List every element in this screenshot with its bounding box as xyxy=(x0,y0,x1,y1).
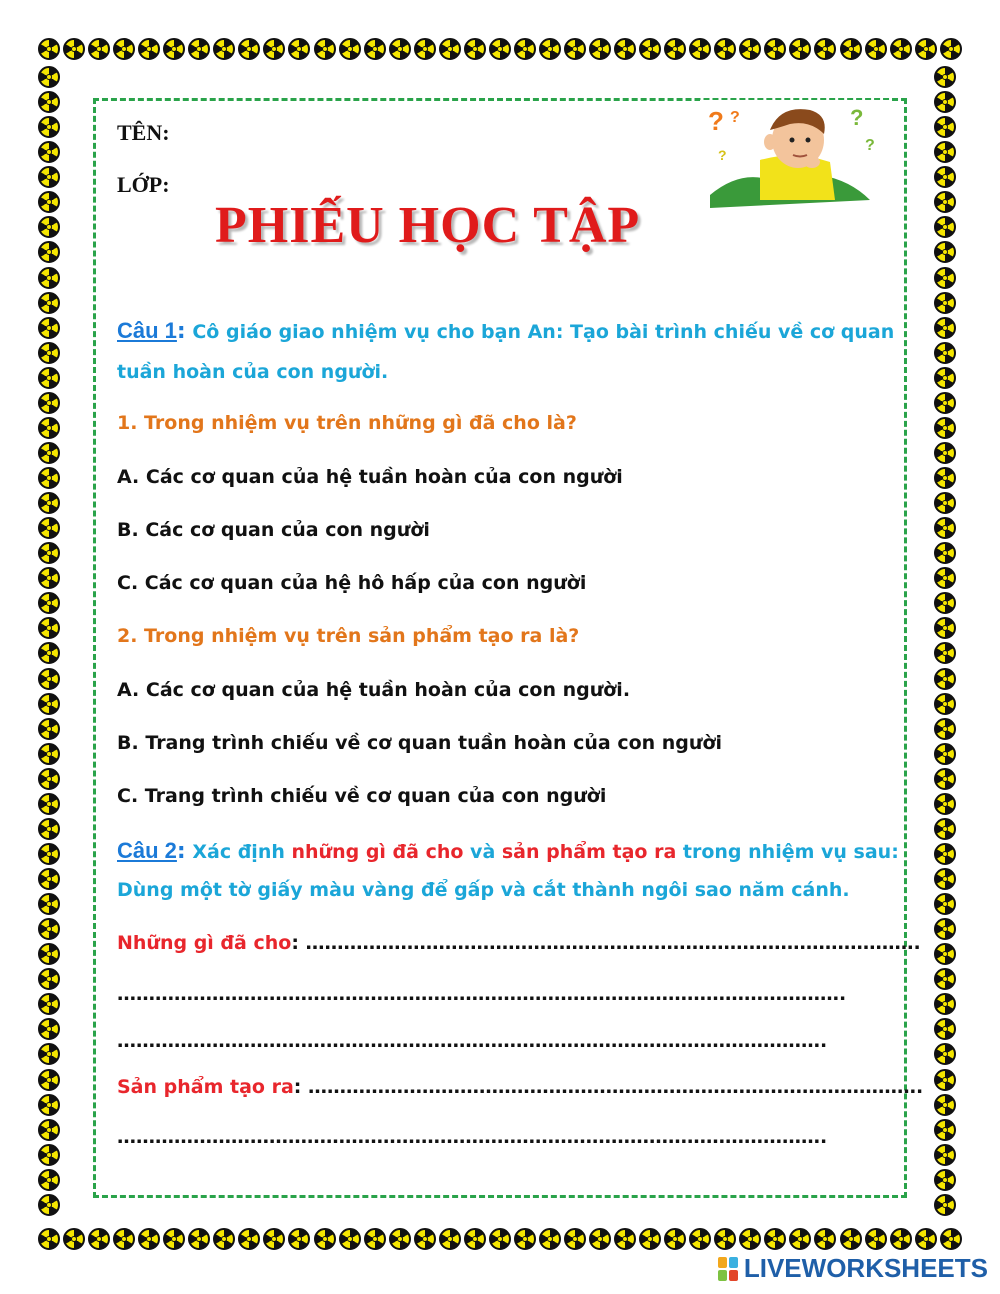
radiation-symbol-icon xyxy=(934,191,956,213)
radiation-symbol-icon xyxy=(38,141,60,163)
sub1-option-c: C. Các cơ quan của hệ hô hấp của con người xyxy=(117,572,587,594)
radiation-symbol-icon xyxy=(890,38,912,60)
radiation-symbol-icon xyxy=(263,1228,285,1250)
radiation-symbol-icon xyxy=(38,743,60,765)
radiation-symbol-icon xyxy=(38,1194,60,1216)
radiation-symbol-icon xyxy=(689,1228,711,1250)
question1-prompt xyxy=(117,318,894,344)
radiation-symbol-icon xyxy=(934,843,956,865)
radiation-symbol-icon xyxy=(739,1228,761,1250)
question1-sub1: 1. Trong nhiệm vụ trên những gì đã cho là? xyxy=(117,412,577,434)
radiation-symbol-icon xyxy=(113,38,135,60)
radiation-symbol-icon xyxy=(564,1228,586,1250)
radiation-symbol-icon xyxy=(63,38,85,60)
radiation-symbol-icon xyxy=(614,1228,636,1250)
question1-sub2: 2. Trong nhiệm vụ trên sản phẩm tạo ra là? xyxy=(117,625,580,647)
radiation-symbol-icon xyxy=(934,492,956,514)
radiation-symbol-icon xyxy=(38,292,60,314)
given-answer-blank-2[interactable]: ……………………………………………………………………………………………………. xyxy=(117,983,847,1005)
radiation-symbol-icon xyxy=(934,1144,956,1166)
radiation-symbol-icon xyxy=(38,818,60,840)
radiation-symbol-icon xyxy=(934,918,956,940)
radiation-symbol-icon xyxy=(213,1228,235,1250)
radiation-symbol-icon xyxy=(934,943,956,965)
border-top xyxy=(38,38,962,66)
radiation-symbol-icon xyxy=(934,1043,956,1065)
border-right xyxy=(934,66,962,1216)
radiation-symbol-icon xyxy=(934,542,956,564)
svg-text:?: ? xyxy=(850,105,864,130)
radiation-symbol-icon xyxy=(934,743,956,765)
radiation-symbol-icon xyxy=(934,342,956,364)
radiation-symbol-icon xyxy=(689,38,711,60)
radiation-symbol-icon xyxy=(934,216,956,238)
radiation-symbol-icon xyxy=(38,91,60,113)
radiation-symbol-icon xyxy=(934,768,956,790)
radiation-symbol-icon xyxy=(589,1228,611,1250)
radiation-symbol-icon xyxy=(38,567,60,589)
question2-prompt xyxy=(117,838,899,864)
radiation-symbol-icon xyxy=(934,292,956,314)
sub2-option-b: B. Trang trình chiếu về cơ quan tuần hoàn của con người xyxy=(117,732,723,754)
radiation-symbol-icon xyxy=(163,38,185,60)
radiation-symbol-icon xyxy=(38,1094,60,1116)
radiation-symbol-icon xyxy=(934,868,956,890)
radiation-symbol-icon xyxy=(38,517,60,539)
radiation-symbol-icon xyxy=(314,1228,336,1250)
radiation-symbol-icon xyxy=(934,241,956,263)
radiation-symbol-icon xyxy=(38,642,60,664)
radiation-symbol-icon xyxy=(38,116,60,138)
radiation-symbol-icon xyxy=(514,38,536,60)
question2-line2: Dùng một tờ giấy màu vàng để gấp và cắt thành ngôi sao năm cánh. xyxy=(117,879,850,901)
radiation-symbol-icon xyxy=(934,968,956,990)
radiation-symbol-icon xyxy=(238,1228,260,1250)
radiation-symbol-icon xyxy=(38,66,60,88)
question2-part1: Xác định xyxy=(192,841,292,863)
radiation-symbol-icon xyxy=(314,38,336,60)
watermark-text: LIVEWORKSHEETS xyxy=(743,1253,988,1283)
radiation-symbol-icon xyxy=(63,1228,85,1250)
radiation-symbol-icon xyxy=(38,1119,60,1141)
radiation-symbol-icon xyxy=(934,116,956,138)
radiation-symbol-icon xyxy=(865,38,887,60)
radiation-symbol-icon xyxy=(38,843,60,865)
radiation-symbol-icon xyxy=(38,693,60,715)
liveworksheets-watermark xyxy=(718,1253,988,1284)
radiation-symbol-icon xyxy=(934,317,956,339)
radiation-symbol-icon xyxy=(934,1194,956,1216)
radiation-symbol-icon xyxy=(539,1228,561,1250)
radiation-symbol-icon xyxy=(934,66,956,88)
sub1-option-b: B. Các cơ quan của con người xyxy=(117,519,430,541)
radiation-symbol-icon xyxy=(188,38,210,60)
radiation-symbol-icon xyxy=(288,38,310,60)
radiation-symbol-icon xyxy=(934,141,956,163)
radiation-symbol-icon xyxy=(38,1043,60,1065)
radiation-symbol-icon xyxy=(38,392,60,414)
radiation-symbol-icon xyxy=(934,718,956,740)
radiation-symbol-icon xyxy=(38,768,60,790)
radiation-symbol-icon xyxy=(38,993,60,1015)
radiation-symbol-icon xyxy=(38,367,60,389)
radiation-symbol-icon xyxy=(188,1228,210,1250)
radiation-symbol-icon xyxy=(934,592,956,614)
radiation-symbol-icon xyxy=(38,317,60,339)
radiation-symbol-icon xyxy=(714,1228,736,1250)
radiation-symbol-icon xyxy=(38,893,60,915)
radiation-symbol-icon xyxy=(38,592,60,614)
liveworksheets-logo-icon xyxy=(718,1257,738,1281)
border-left xyxy=(38,66,66,1216)
radiation-symbol-icon xyxy=(940,38,962,60)
radiation-symbol-icon xyxy=(38,191,60,213)
radiation-symbol-icon xyxy=(38,1018,60,1040)
radiation-symbol-icon xyxy=(934,166,956,188)
product-answer-row xyxy=(117,1076,923,1098)
radiation-symbol-icon xyxy=(38,166,60,188)
radiation-symbol-icon xyxy=(865,1228,887,1250)
radiation-symbol-icon xyxy=(934,267,956,289)
radiation-symbol-icon xyxy=(38,216,60,238)
border-bottom xyxy=(38,1228,962,1256)
question2-heading: Câu 2 xyxy=(117,838,177,863)
radiation-symbol-icon xyxy=(714,38,736,60)
product-answer-blank-2[interactable]: …………………………………………………………………………………………………. xyxy=(117,1126,828,1148)
given-answer-blank-3[interactable]: …………………………………………………………………………………………………. xyxy=(117,1030,828,1052)
radiation-symbol-icon xyxy=(288,1228,310,1250)
radiation-symbol-icon xyxy=(163,1228,185,1250)
radiation-symbol-icon xyxy=(38,267,60,289)
radiation-symbol-icon xyxy=(38,1144,60,1166)
radiation-symbol-icon xyxy=(934,642,956,664)
radiation-symbol-icon xyxy=(38,542,60,564)
radiation-symbol-icon xyxy=(38,918,60,940)
radiation-symbol-icon xyxy=(113,1228,135,1250)
radiation-symbol-icon xyxy=(840,1228,862,1250)
radiation-symbol-icon xyxy=(934,517,956,539)
radiation-symbol-icon xyxy=(890,1228,912,1250)
radiation-symbol-icon xyxy=(38,968,60,990)
radiation-symbol-icon xyxy=(414,1228,436,1250)
svg-text:?: ? xyxy=(865,137,875,154)
radiation-symbol-icon xyxy=(664,38,686,60)
radiation-symbol-icon xyxy=(934,793,956,815)
radiation-symbol-icon xyxy=(934,668,956,690)
question1-prompt-line1: Cô giáo giao nhiệm vụ cho bạn An: Tạo bài trình chiếu về cơ quan xyxy=(192,321,895,343)
radiation-symbol-icon xyxy=(934,91,956,113)
name-label: TÊN: xyxy=(117,120,170,145)
radiation-symbol-icon xyxy=(38,467,60,489)
radiation-symbol-icon xyxy=(940,1228,962,1250)
radiation-symbol-icon xyxy=(589,38,611,60)
radiation-symbol-icon xyxy=(539,38,561,60)
radiation-symbol-icon xyxy=(934,567,956,589)
radiation-symbol-icon xyxy=(339,1228,361,1250)
radiation-symbol-icon xyxy=(564,38,586,60)
radiation-symbol-icon xyxy=(915,38,937,60)
question2-part5: trong nhiệm vụ sau: xyxy=(676,841,899,863)
product-label-colon: : xyxy=(293,1076,302,1098)
radiation-symbol-icon xyxy=(934,367,956,389)
radiation-symbol-icon xyxy=(639,1228,661,1250)
radiation-symbol-icon xyxy=(514,1228,536,1250)
radiation-symbol-icon xyxy=(789,1228,811,1250)
radiation-symbol-icon xyxy=(464,1228,486,1250)
radiation-symbol-icon xyxy=(789,38,811,60)
radiation-symbol-icon xyxy=(934,1069,956,1091)
sub2-option-c: C. Trang trình chiếu về cơ quan của con người xyxy=(117,785,607,807)
page-title: PHIẾU HỌC TẬP xyxy=(215,197,641,254)
radiation-symbol-icon xyxy=(814,1228,836,1250)
radiation-symbol-icon xyxy=(38,241,60,263)
question2-part4: sản phẩm tạo ra xyxy=(501,841,677,863)
radiation-symbol-icon xyxy=(213,38,235,60)
svg-text:?: ? xyxy=(718,147,727,163)
radiation-symbol-icon xyxy=(739,38,761,60)
radiation-symbol-icon xyxy=(364,1228,386,1250)
radiation-symbol-icon xyxy=(614,38,636,60)
radiation-symbol-icon xyxy=(934,1018,956,1040)
question1-heading: Câu 1 xyxy=(117,318,177,343)
product-answer-blank[interactable]: ……………………………………………………………………………………. xyxy=(308,1076,924,1098)
radiation-symbol-icon xyxy=(414,38,436,60)
radiation-symbol-icon xyxy=(263,38,285,60)
sub1-option-a: A. Các cơ quan của hệ tuần hoàn của con người xyxy=(117,466,623,488)
radiation-symbol-icon xyxy=(840,38,862,60)
radiation-symbol-icon xyxy=(88,38,110,60)
radiation-symbol-icon xyxy=(38,793,60,815)
question2-colon: : xyxy=(176,839,186,864)
question2-part3: và xyxy=(463,841,502,863)
radiation-symbol-icon xyxy=(38,943,60,965)
question1-prompt-line2: tuần hoàn của con người. xyxy=(117,361,389,383)
radiation-symbol-icon xyxy=(489,1228,511,1250)
radiation-symbol-icon xyxy=(934,442,956,464)
radiation-symbol-icon xyxy=(138,1228,160,1250)
radiation-symbol-icon xyxy=(934,392,956,414)
thinking-boy-illustration xyxy=(700,100,890,210)
radiation-symbol-icon xyxy=(38,718,60,740)
radiation-symbol-icon xyxy=(138,38,160,60)
radiation-symbol-icon xyxy=(238,38,260,60)
radiation-symbol-icon xyxy=(764,38,786,60)
radiation-symbol-icon xyxy=(934,818,956,840)
radiation-symbol-icon xyxy=(439,38,461,60)
radiation-symbol-icon xyxy=(38,868,60,890)
svg-text:?: ? xyxy=(708,106,724,136)
radiation-symbol-icon xyxy=(464,38,486,60)
given-answer-row xyxy=(117,932,921,954)
radiation-symbol-icon xyxy=(934,1169,956,1191)
radiation-symbol-icon xyxy=(639,38,661,60)
radiation-symbol-icon xyxy=(389,38,411,60)
radiation-symbol-icon xyxy=(664,1228,686,1250)
radiation-symbol-icon xyxy=(38,417,60,439)
sub2-option-a: A. Các cơ quan của hệ tuần hoàn của con người. xyxy=(117,679,631,701)
radiation-symbol-icon xyxy=(38,1169,60,1191)
given-label-colon: : xyxy=(291,932,299,954)
radiation-symbol-icon xyxy=(38,1069,60,1091)
radiation-symbol-icon xyxy=(38,38,60,60)
radiation-symbol-icon xyxy=(934,893,956,915)
radiation-symbol-icon xyxy=(934,617,956,639)
radiation-symbol-icon xyxy=(38,668,60,690)
radiation-symbol-icon xyxy=(934,1119,956,1141)
radiation-symbol-icon xyxy=(364,38,386,60)
question2-part2: những gì đã cho xyxy=(291,841,464,863)
radiation-symbol-icon xyxy=(439,1228,461,1250)
radiation-symbol-icon xyxy=(38,1228,60,1250)
radiation-symbol-icon xyxy=(934,693,956,715)
radiation-symbol-icon xyxy=(934,467,956,489)
radiation-symbol-icon xyxy=(38,442,60,464)
radiation-symbol-icon xyxy=(489,38,511,60)
radiation-symbol-icon xyxy=(934,1094,956,1116)
radiation-symbol-icon xyxy=(915,1228,937,1250)
radiation-symbol-icon xyxy=(389,1228,411,1250)
given-label: Những gì đã cho xyxy=(117,932,292,954)
radiation-symbol-icon xyxy=(38,617,60,639)
radiation-symbol-icon xyxy=(934,417,956,439)
radiation-symbol-icon xyxy=(38,342,60,364)
product-label: Sản phẩm tạo ra xyxy=(117,1076,294,1098)
radiation-symbol-icon xyxy=(814,38,836,60)
radiation-symbol-icon xyxy=(38,492,60,514)
question1-colon: : xyxy=(176,319,186,344)
class-label: LỚP: xyxy=(117,172,170,197)
given-answer-blank[interactable]: ……………………………………………………………………………………. xyxy=(305,932,921,954)
radiation-symbol-icon xyxy=(934,993,956,1015)
radiation-symbol-icon xyxy=(88,1228,110,1250)
svg-text:?: ? xyxy=(730,109,740,126)
radiation-symbol-icon xyxy=(339,38,361,60)
radiation-symbol-icon xyxy=(764,1228,786,1250)
